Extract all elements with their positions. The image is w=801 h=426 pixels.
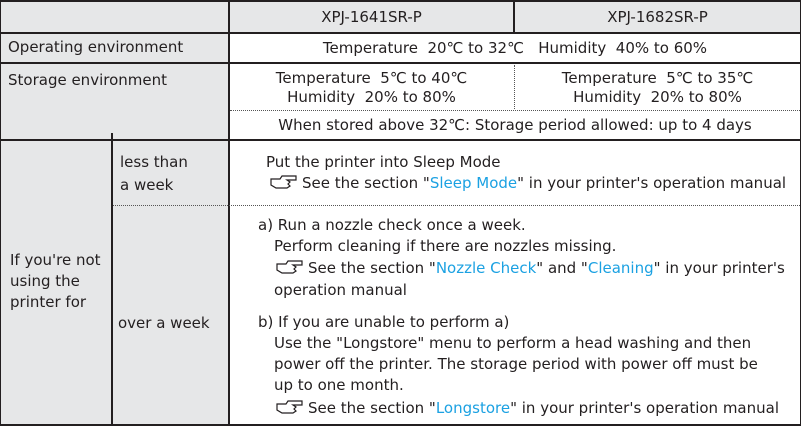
a-ref-post: " in your printer's (653, 259, 785, 277)
longstore-link[interactable]: Longstore (435, 399, 511, 417)
over-week-label: over a week (118, 314, 210, 332)
less-week-label-line1: less than (120, 153, 188, 171)
b-ref-pre: See the section " (308, 399, 436, 417)
storage-model2-temp: Temperature 5℃ to 35℃ (561, 69, 754, 87)
notusing-label-line3: printer for (10, 293, 87, 311)
rule-sub-col (111, 133, 113, 426)
nozzle-check-link[interactable]: Nozzle Check (435, 259, 537, 277)
storage-label: Storage environment (8, 71, 167, 89)
model2-header: XPJ-1682SR-P (607, 8, 708, 26)
notusing-label-line1: If you're not (10, 251, 101, 269)
operating-value: Temperature 20℃ to 32℃ Humidity 40% to 60% (322, 39, 708, 57)
storage-note: When stored above 32℃: Storage period allowed: up to 4 days (278, 116, 752, 134)
rule-left (0, 0, 1, 426)
over-week-a-line1: a) Run a nozzle check once a week. (258, 216, 526, 234)
storage-model1-humidity: Humidity 20% to 80% (287, 88, 456, 106)
rule-header-bottom (0, 32, 801, 34)
rule-operating-bottom (0, 62, 801, 64)
pointing-hand-icon (270, 174, 298, 190)
rule-top (0, 0, 801, 2)
over-week-a-line2: Perform cleaning if there are nozzles missing. (274, 237, 617, 255)
over-week-a-reference (276, 258, 785, 278)
less-week-ref-post: " in your printer's operation manual (517, 174, 787, 192)
sleep-mode-link[interactable]: Sleep Mode (429, 174, 518, 192)
operating-label: Operating environment (8, 38, 184, 56)
over-week-b-reference (276, 398, 779, 418)
pointing-hand-icon (276, 399, 304, 415)
week-split-dotted (113, 205, 800, 206)
cleaning-link[interactable]: Cleaning (587, 259, 654, 277)
storage-model2-humidity: Humidity 20% to 80% (573, 88, 742, 106)
over-week-a-ref-line2: operation manual (274, 281, 407, 299)
b-ref-post: " in your printer's operation manual (510, 399, 779, 417)
less-week-text: Put the printer into Sleep Mode (266, 153, 501, 171)
over-week-b-line3: power off the printer. The storage period with power off must be (274, 355, 758, 373)
model1-header: XPJ-1641SR-P (321, 8, 422, 26)
storage-model1-temp: Temperature 5℃ to 40℃ (275, 69, 468, 87)
notusing-label-line2: using the (10, 272, 80, 290)
less-week-ref-pre: See the section " (302, 174, 430, 192)
less-week-reference (270, 173, 786, 193)
over-week-b-line1: b) If you are unable to perform a) (258, 313, 510, 331)
a-ref-pre: See the section " (308, 259, 436, 277)
a-ref-mid: " and " (536, 259, 588, 277)
pointing-hand-icon (276, 259, 304, 275)
rule-col1 (228, 0, 230, 426)
storage-note-dotted (230, 110, 800, 111)
over-week-b-line4: up to one month. (274, 376, 404, 394)
over-week-b-line2: Use the "Longstore" menu to perform a head washing and then (274, 334, 752, 352)
less-week-label-line2: a week (120, 176, 174, 194)
rule-storage-bottom (0, 139, 801, 141)
